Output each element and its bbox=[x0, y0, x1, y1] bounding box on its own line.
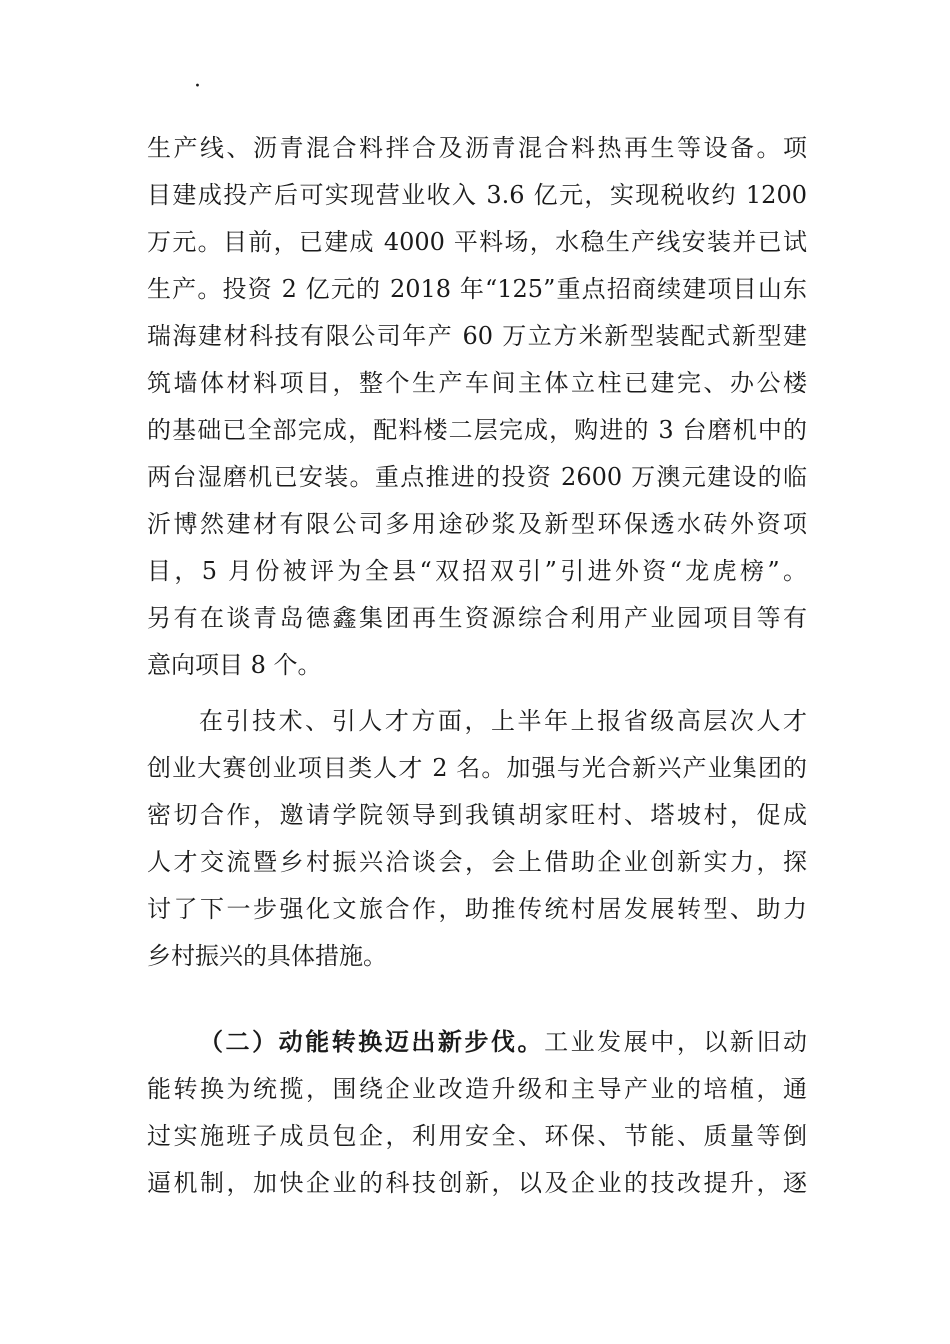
text-line: 瑞海建材科技有限公司年产 60 万立方米新型装配式新型建 bbox=[147, 322, 807, 350]
text-line: 讨了下一步强化文旅合作，助推传统村居发展转型、助力 bbox=[147, 895, 807, 923]
text-line: 乡村振兴的具体措施。 bbox=[147, 942, 387, 970]
section-heading: （二）动能转换迈出新步伐。 bbox=[199, 1027, 545, 1056]
text-line: 沂博然建材有限公司多用途砂浆及新型环保透水砖外资项 bbox=[147, 510, 807, 538]
text-line: 在引技术、引人才方面，上半年上报省级高层次人才 bbox=[199, 707, 807, 735]
text-line: 意向项目 8 个。 bbox=[147, 651, 322, 679]
text-line: 目，5 月份被评为全县“双招双引”引进外资“龙虎榜”。 bbox=[147, 557, 807, 585]
text-line: 密切合作，邀请学院领导到我镇胡家旺村、塔坡村，促成 bbox=[147, 801, 807, 829]
header-mark: · bbox=[194, 74, 201, 99]
text-line-remainder: 工业发展中，以新旧动 bbox=[544, 1028, 807, 1056]
text-line: 另有在谈青岛德鑫集团再生资源综合利用产业园项目等有 bbox=[147, 604, 807, 632]
text-line: 生产。投资 2 亿元的 2018 年“125”重点招商续建项目山东 bbox=[147, 275, 807, 303]
text-line: 的基础已全部完成，配料楼二层完成，购进的 3 台磨机中的 bbox=[147, 416, 807, 444]
text-line: 人才交流暨乡村振兴洽谈会，会上借助企业创新实力，探 bbox=[147, 848, 807, 876]
text-line: 过实施班子成员包企，利用安全、环保、节能、质量等倒 bbox=[147, 1122, 807, 1150]
section-paragraph-first-line bbox=[199, 1024, 807, 1060]
text-line: 生产线、沥青混合料拌合及沥青混合料热再生等设备。项 bbox=[147, 134, 807, 162]
text-line: 创业大赛创业项目类人才 2 名。加强与光合新兴产业集团的 bbox=[147, 754, 807, 782]
text-line: 筑墙体材料项目，整个生产车间主体立柱已建完、办公楼 bbox=[147, 369, 807, 397]
text-line: 两台湿磨机已安装。重点推进的投资 2600 万澳元建设的临 bbox=[147, 463, 807, 491]
text-line: 万元。目前，已建成 4000 平料场，水稳生产线安装并已试 bbox=[147, 228, 807, 256]
text-line: 逼机制，加快企业的科技创新，以及企业的技改提升，逐 bbox=[147, 1169, 807, 1197]
text-line: 能转换为统揽，围绕企业改造升级和主导产业的培植，通 bbox=[147, 1075, 807, 1103]
text-line: 目建成投产后可实现营业收入 3.6 亿元，实现税收约 1200 bbox=[147, 181, 807, 209]
